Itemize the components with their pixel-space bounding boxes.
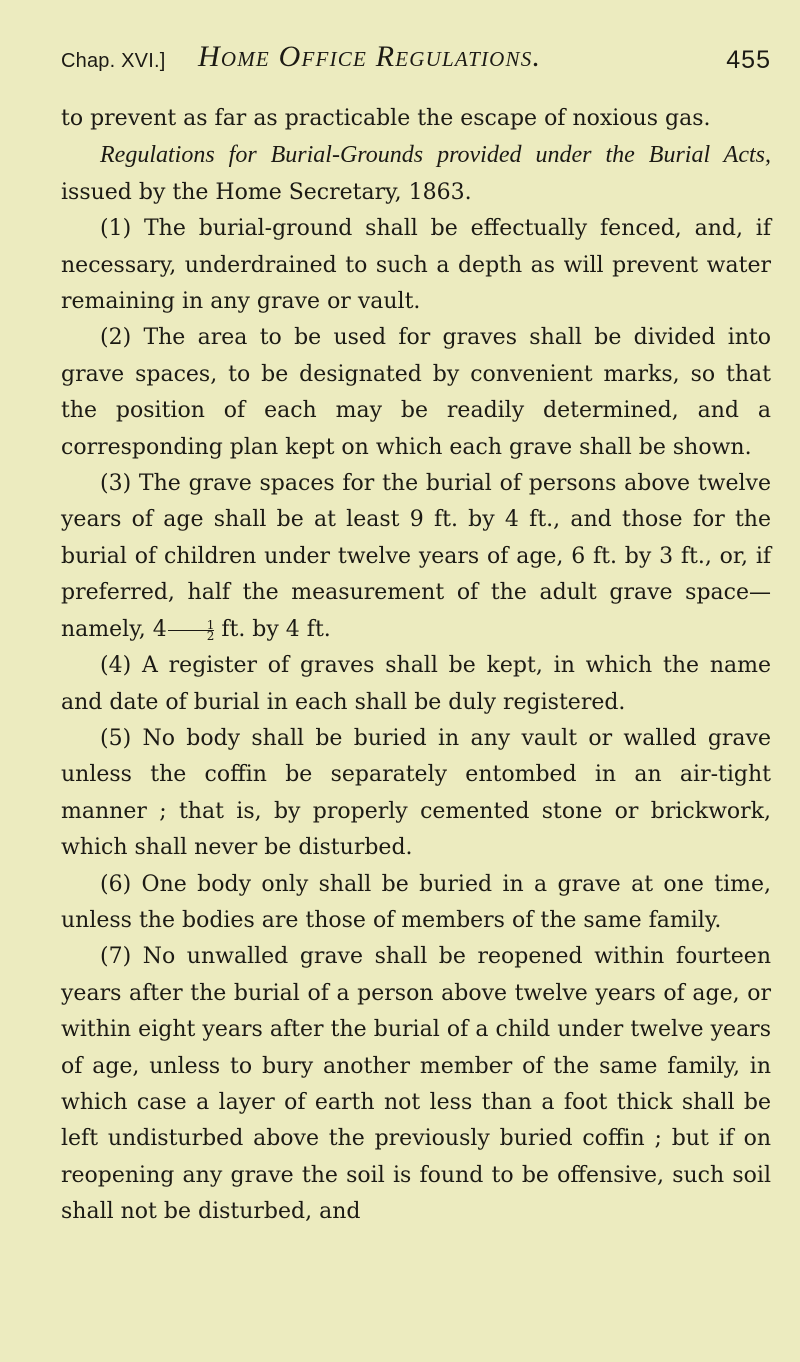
regulation-4: (4) A register of graves shall be kept, in which the name and date of burial in each shall be duly registered. — [61, 653, 771, 715]
body-text — [61, 101, 771, 1231]
running-head — [61, 40, 771, 88]
regulation-3 — [61, 466, 771, 648]
paragraph-continuation: to prevent as far as practicable the escape of noxious gas. — [61, 106, 711, 131]
running-title: Home Office Regulations. — [198, 40, 542, 73]
regulations-heading-rest: issued by the Home Secretary, 1863. — [61, 179, 472, 205]
fraction-half — [168, 617, 215, 643]
fraction-numerator: 1 — [206, 617, 215, 632]
regulations-heading-italic: Regulations for Burial-Grounds provided under the Burial Acts, — [100, 142, 771, 169]
regulation-2: (2) The area to be used for graves shall be divided into grave spaces, to be designated by convenient marks, so that the position of each may be readily determined, and a corresponding plan kept on which each grave shall be shown. — [61, 325, 771, 460]
regulation-3-text-end: ft. by 4 ft. — [214, 616, 331, 642]
regulation-7: (7) No unwalled grave shall be reopened within fourteen years after the burial of a person above twelve years of age, or within eight years after the burial of a child under twelve years of age, unless to bury another member of the same family, in which case a layer of earth not less than a foot thick shall be left undisturbed above the previously buried coffin ; but if on reopening any grave the soil is found to be offensive, such soil shall not be disturbed, and — [61, 944, 771, 1225]
regulation-5: (5) No body shall be buried in any vault or walled grave unless the coffin be separately entombed in an air-tight manner ; that is, by properly cemented stone or brickwork, which shall never be disturbed. — [61, 725, 771, 861]
fraction-denominator: 2 — [168, 630, 215, 641]
regulation-3-text: (3) The grave spaces for the burial of persons above twelve years of age shall be at least 9 ft. by 4 ft., and those for the burial of children under twelve years of age, 6 ft. by 3 ft., or, if preferred, half the measurement of the adult grave space—namely, 4 — [61, 471, 771, 642]
regulations-heading — [61, 137, 771, 211]
regulation-1: (1) The burial-ground shall be effectually fenced, and, if necessary, underdrained to such a depth as will prevent water remaining in any grave or vault. — [61, 216, 771, 315]
page-number: 455 — [726, 46, 771, 74]
regulation-6: (6) One body only shall be buried in a grave at one time, unless the bodies are those of members of the same family. — [61, 871, 771, 933]
chapter-label: Chap. XVI.] — [61, 50, 166, 72]
